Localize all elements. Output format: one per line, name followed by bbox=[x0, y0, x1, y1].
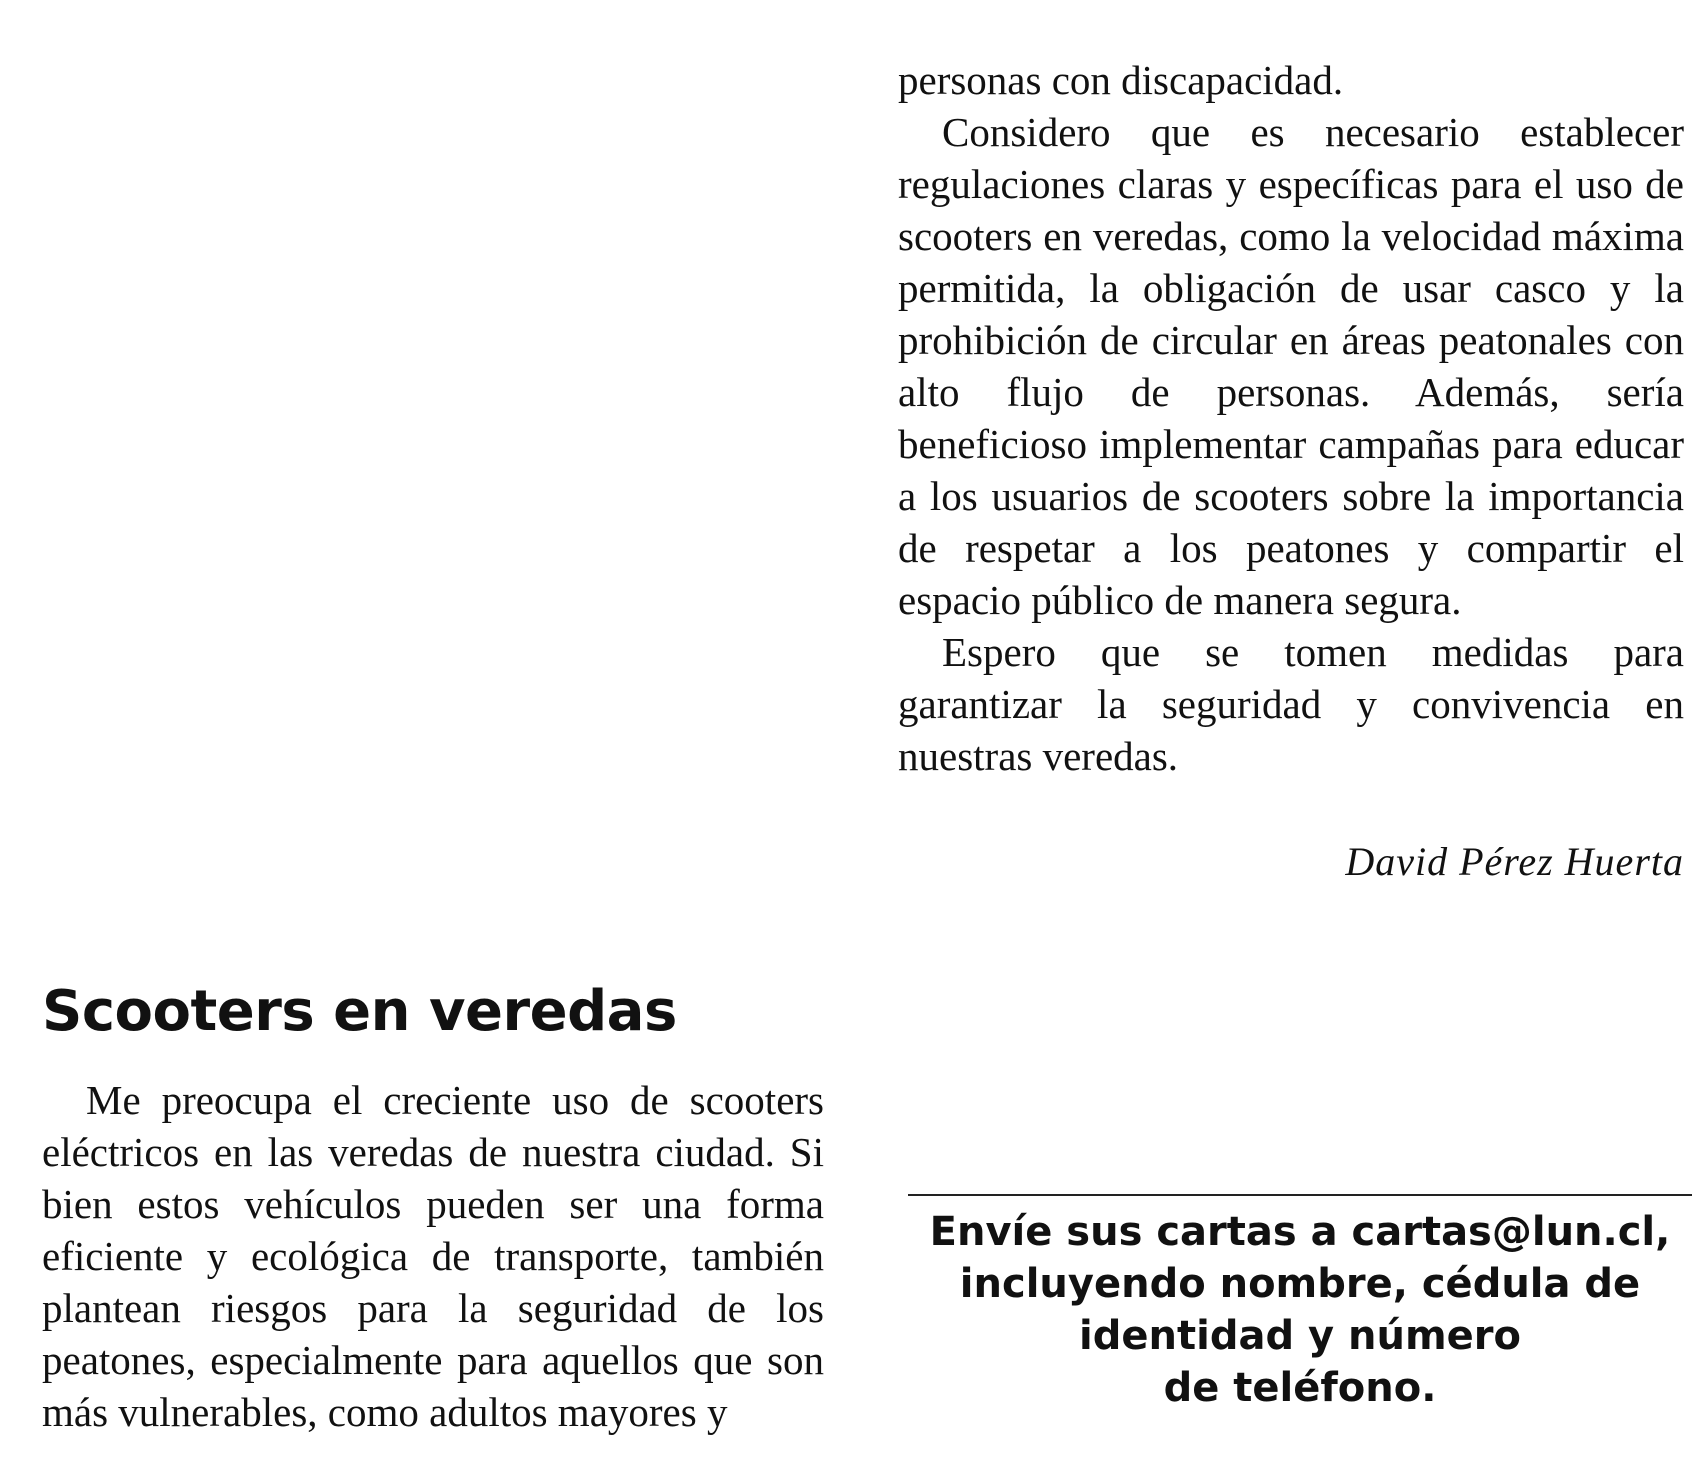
section-divider bbox=[908, 1194, 1692, 1196]
article-headline: Scooters en veredas bbox=[42, 979, 677, 1044]
letter-signature: David Pérez Huerta bbox=[1345, 839, 1684, 884]
letter-continuation bbox=[898, 54, 1684, 782]
article-body bbox=[42, 1074, 824, 1438]
letter-paragraph-3: Espero que se tomen medidas para garantizar la seguridad y convivencia en nuestras veredas. bbox=[898, 629, 1684, 779]
letter-paragraph-2: Considero que es necesario establecer regulaciones claras y específicas para el uso de scooters en veredas, como la velocidad máxima permitida, la obligación de usar casco y la prohibición de circular en áreas peatonales con alto flujo de personas. Además, sería beneficioso implementar campañas para educar a los usuarios de scooters sobre la importancia de respetar a los peatones y compartir el espacio público de manera segura. bbox=[898, 109, 1684, 623]
letter-paragraph-1: personas con discapacidad. bbox=[898, 57, 1344, 103]
article-paragraph-1: Me preocupa el creciente uso de scooters eléctricos en las veredas de nuestra ciudad. Si bien estos vehículos pueden ser una forma eficiente y ecológica de transporte, también plantean riesgos para la seguridad de los peatones, especialmente para aquellos que son más vulnerables, como adultos mayores y bbox=[42, 1077, 824, 1435]
notice-line-1: Envíe sus cartas a cartas@lun.cl, bbox=[929, 1209, 1671, 1255]
submission-notice bbox=[908, 1206, 1692, 1414]
notice-line-2: incluyendo nombre, cédula de bbox=[959, 1261, 1641, 1307]
notice-line-4: de teléfono. bbox=[1163, 1365, 1437, 1411]
notice-line-3: identidad y número bbox=[1079, 1313, 1521, 1359]
